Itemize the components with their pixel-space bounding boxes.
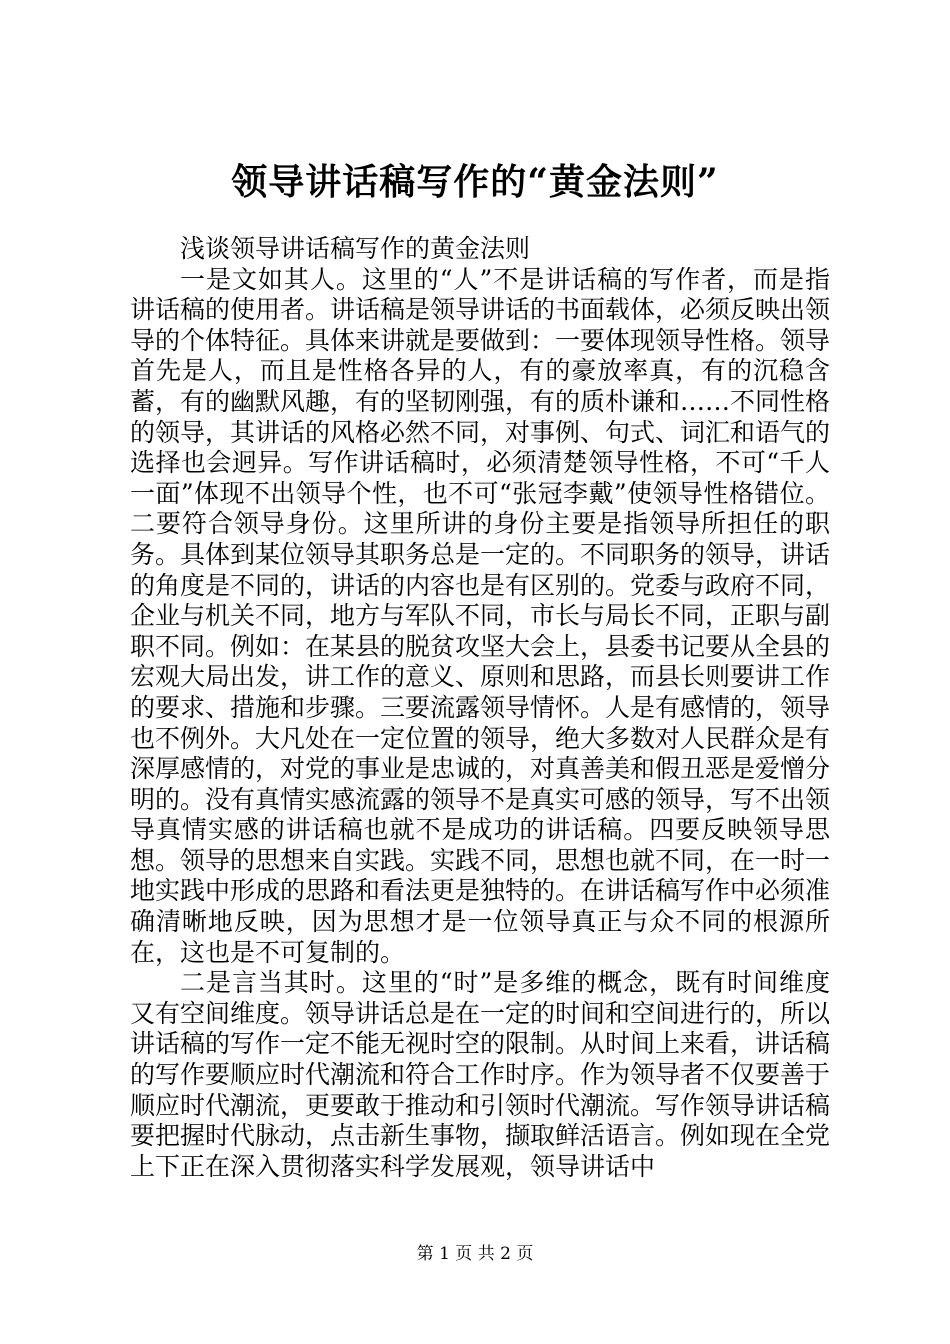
- document-subtitle: 浅谈领导讲话稿写作的黄金法则: [180, 234, 531, 263]
- page-number-footer: 第 1 页 共 2 页: [416, 1244, 534, 1264]
- document-body: [130, 234, 830, 1182]
- paragraph-2: 二是言当其时。这里的“时”是多维的概念，既有时间维度又有空间维度。领导讲话总是在一定的时间和空间进行的，所以讲话稿的写作一定不能无视时空的限制。从时间上来看，讲话稿的写作要顺应时代潮流和符合工作时序。作为领导者不仅要善于顺应时代潮流，更要敢于推动和引领时代潮流。写作领导讲话稿要把握时代脉动，点击新生事物，撷取鲜活语言。例如现在全党上下正在深入贯彻落实科学发展观，领导讲话中: [130, 968, 831, 1181]
- paragraph-1: 一是文如其人。这里的“人”不是讲话稿的写作者，而是指讲话稿的使用者。讲话稿是领导讲话的书面载体，必须反映出领导的个体特征。具体来讲就是要做到：一要体现领导性格。领导首先是人，而且是性格各异的人，有的豪放率真，有的沉稳含蓄，有的幽默风趣，有的坚韧刚强，有的质朴谦和……不同性格的领导，其讲话的风格必然不同，对事例、句式、词汇和语气的选择也会迥异。写作讲话稿时，必须清楚领导性格，不可“千人一面”体现不出领导个性，也不可“张冠李戴”使领导性格错位。二要符合领导身份。这里所讲的身份主要是指领导所担任的职务。具体到某位领导其职务总是一定的。不同职务的领导，讲话的角度是不同的，讲话的内容也是有区别的。党委与政府不同，企业与机关不同，地方与军队不同，市长与局长不同，正职与副职不同。例如：在某县的脱贫攻坚大会上，县委书记要从全县的宏观大局出发，讲工作的意义、原则和思路，而县长则要讲工作的要求、措施和步骤。三要流露领导情怀。人是有感情的，领导也不例外。大凡处在一定位置的领导，绝大多数对人民群众是有深厚感情的，对党的事业是忠诚的，对真善美和假丑恶是爱憎分明的。没有真情实感流露的领导不是真实可感的领导，写不出领导真情实感的讲话稿也就不是成功的讲话稿。四要反映领导思想。领导的思想来自实践。实践不同，思想也就不同，在一时一地实践中形成的思路和看法更是独特的。在讲话稿写作中必须准确清晰地反映，因为思想才是一位领导真正与众不同的根源所在，这也是不可复制的。: [130, 264, 831, 967]
- document-title: 领导讲话稿写作的“黄金法则”: [231, 161, 719, 203]
